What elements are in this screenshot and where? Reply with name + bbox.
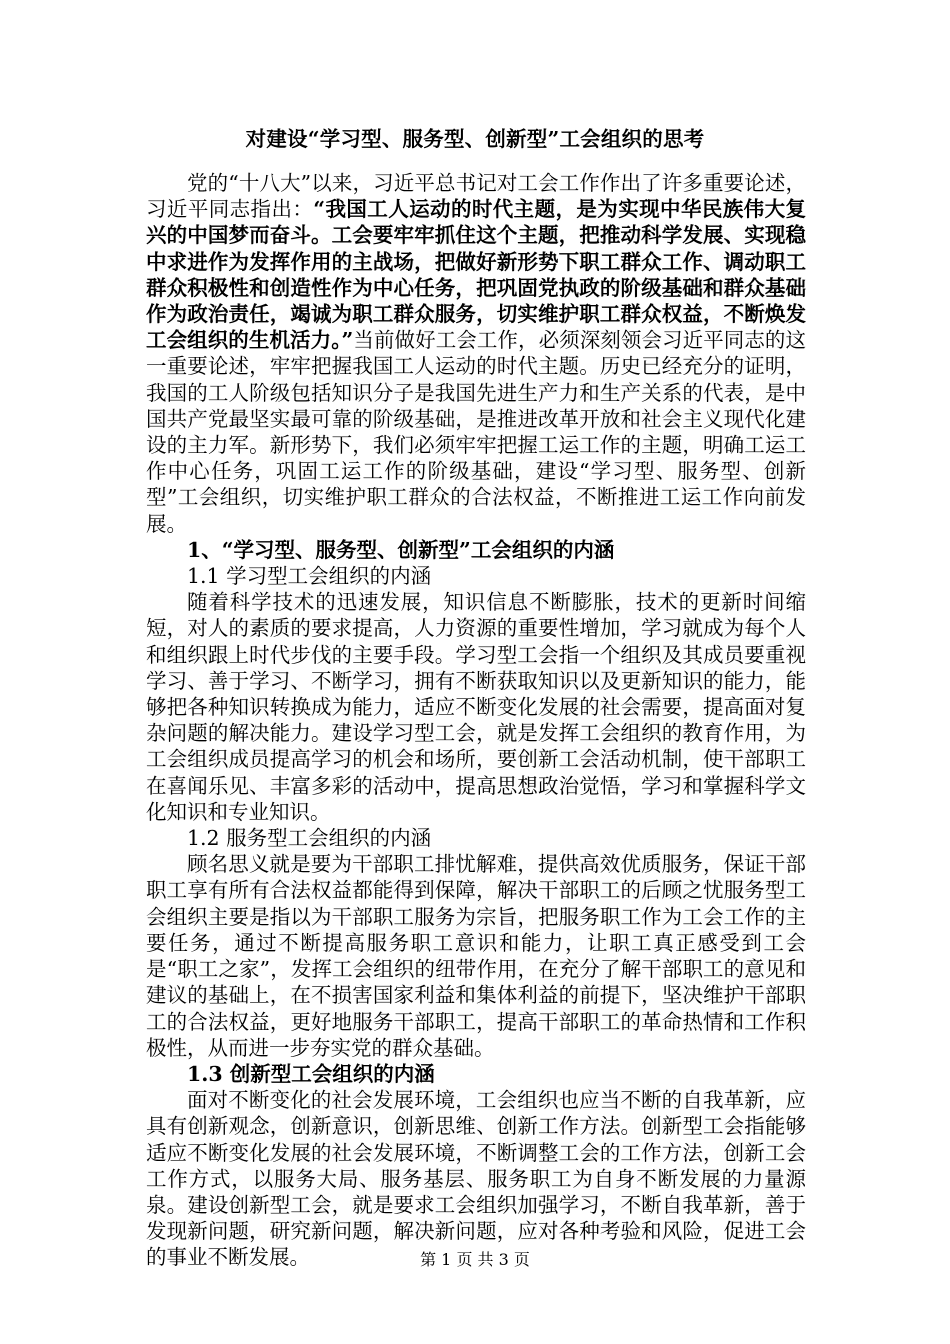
intro-quote: “我国工人运动的时代主题，是为实现中华民族伟大复兴的中国梦而奋斗。工会要牢牢抓住这个主题，把推动科学发展、实现稳中求进作为发挥作用的主战场，把做好新形势下职工群众工作、调动职工群众积极性和创造性作为中心任务，把巩固党执政的阶级基础和群众基础作为政治责任，竭诚为职工群众服务，切实维护职工群众权益，不断焕发工会组织的生机活力。”	[146, 197, 806, 353]
subsection-1-3-heading: 1.3 创新型工会组织的内涵	[187, 1061, 435, 1086]
subsection-1-1-heading: 1.1 学习型工会组织的内涵	[187, 564, 432, 589]
page-number-footer: 第 1 页 共 3 页	[420, 1250, 530, 1269]
intro-rest: 当前做好工会工作，必须深刻领会习近平同志的这一重要论述，牢牢把握我国工人运动的时代主题。历史已经充分的证明，我国的工人阶级包括知识分子是我国先进生产力和生产关系的代表，是中国共产党最坚实最可靠的阶级基础，是推进改革开放和社会主义现代化建设的主力军。新形势下，我们必须牢牢把握工运工作的主题，明确工运工作中心任务，巩固工运工作的阶级基础，建设“学习型、服务型、创新型”工会组织，切实维护职工群众的合法权益，不断推进工运工作向前发展。	[146, 328, 806, 536]
subsection-1-2-heading: 1.2 服务型工会组织的内涵	[187, 826, 432, 851]
intro-lead: 党的“十八大”以来，习近平总书记对工会工作作出了许多重要论述，习近平同志指出：	[146, 171, 806, 222]
subsection-1-2-text: 顾名思义就是要为干部职工排忧解难，提供高效优质服务，保证干部职工享有所有合法权益都能得到保障，解决干部职工的后顾之忧服务型工会组织主要是指以为干部职工服务为宗旨，把服务职工作为工会工作的主要任务，通过不断提高服务职工意识和能力，让职工真正感受到工会是“职工之家”，发挥工会组织的纽带作用，在充分了解干部职工的意见和建议的基础上，在不损害国家利益和集体利益的前提下，坚决维护干部职工的合法权益，更好地服务干部职工，提高干部职工的革命热情和工作积极性，从而进一步夯实党的群众基础。	[146, 852, 806, 1060]
document-body	[146, 170, 806, 1271]
section-1-heading: 1、“学习型、服务型、创新型”工会组织的内涵	[187, 537, 615, 562]
intro-paragraph	[146, 170, 806, 537]
subsection-1-1-text: 随着科学技术的迅速发展，知识信息不断膨胀，技术的更新时间缩短，对人的素质的要求提高，人力资源的重要性增加，学习就成为每个人和组织跟上时代步伐的主要手段。学习型工会指一个组织及其成员要重视学习、善于学习、不断学习，拥有不断获取知识以及更新知识的能力，能够把各种知识转换成为能力，适应不断变化发展的社会需要，提高面对复杂问题的解决能力。建设学习型工会，就是发挥工会组织的教育作用，为工会组织成员提高学习的机会和场所，要创新工会活动机制，使干部职工在喜闻乐见、丰富多彩的活动中，提高思想政治觉悟，学习和掌握科学文化知识和专业知识。	[146, 590, 806, 824]
subsection-1-3-text: 面对不断变化的社会发展环境，工会组织也应当不断的自我革新，应具有创新观念，创新意识，创新思维、创新工作方法。创新型工会指能够适应不断变化发展的社会发展环境，不断调整工会的工作方法，创新工会工作方式，以服务大局、服务基层、服务职工为自身不断发展的力量源泉。建设创新型工会，就是要求工会组织加强学习，不断自我革新，善于发现新问题，研究新问题，解决新问题，应对各种考验和风险，促进工会的事业不断发展。	[146, 1088, 806, 1270]
document-title: 对建设“学习型、服务型、创新型”工会组织的思考	[245, 127, 705, 151]
